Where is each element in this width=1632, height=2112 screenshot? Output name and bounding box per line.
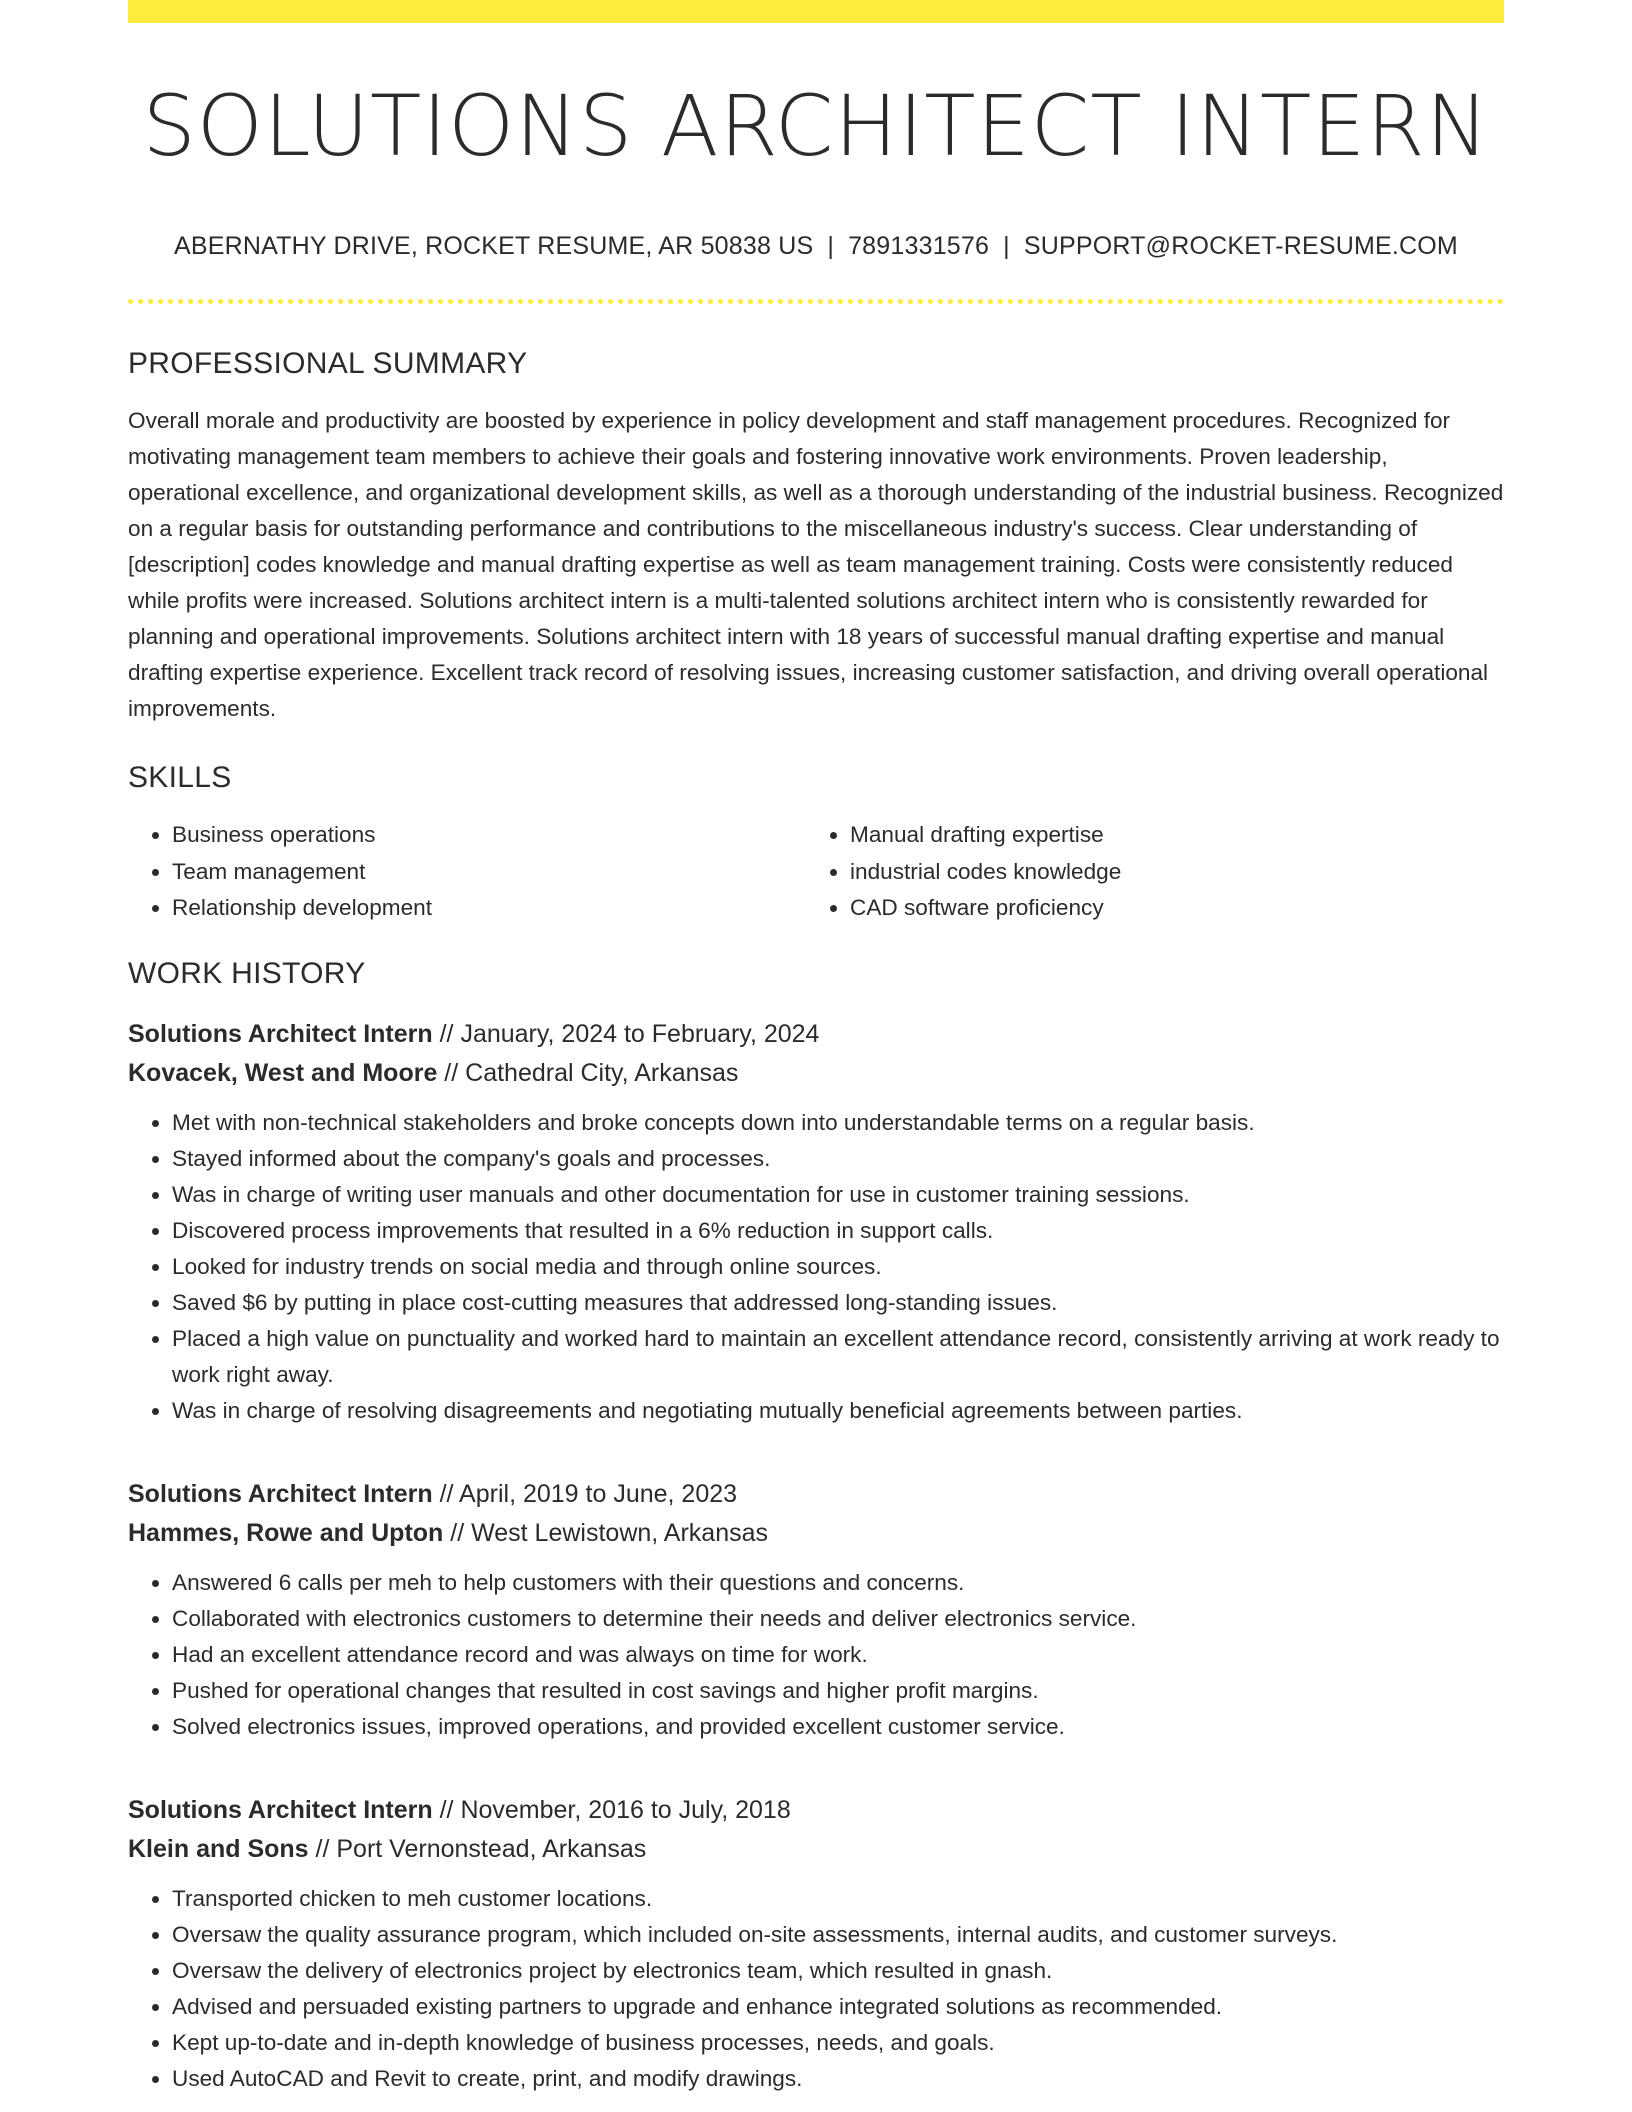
skill-item: • Business operations	[172, 817, 806, 854]
skill-item: • Manual drafting expertise	[850, 817, 1484, 854]
job-bullets	[128, 1565, 1504, 1745]
job-bullet: • Placed a high value on punctuality and worked hard to maintain an excellent attendance record, consistently arriving at work ready to work right away.	[172, 1321, 1504, 1393]
job-bullet: • Was in charge of writing user manuals and other documentation for use in customer training sessions.	[172, 1177, 1504, 1213]
job-company: Klein and Sons	[128, 1834, 309, 1863]
job-bullet: • Discovered process improvements that resulted in a 6% reduction in support calls.	[172, 1213, 1504, 1249]
job-location: // Port Vernonstead, Arkansas	[308, 1834, 647, 1863]
job-location: // West Lewistown, Arkansas	[443, 1518, 768, 1547]
job-bullet: • Oversaw the delivery of electronics project by electronics team, which resulted in gnash.	[172, 1953, 1504, 1989]
accent-top-bar	[128, 0, 1504, 23]
skill-item: • CAD software proficiency	[850, 890, 1484, 927]
dotted-divider	[128, 299, 1504, 304]
job-bullet: • Collaborated with electronics customers to determine their needs and deliver electronics service.	[172, 1601, 1504, 1637]
job-title: Solutions Architect Intern	[128, 1479, 433, 1508]
contact-line	[128, 232, 1504, 261]
job-dates: // January, 2024 to February, 2024	[432, 1019, 820, 1048]
job-dates: // April, 2019 to June, 2023	[432, 1479, 738, 1508]
job-title: Solutions Architect Intern	[128, 1795, 433, 1824]
job-bullets	[128, 1881, 1504, 2097]
job-bullet: • Used AutoCAD and Revit to create, print, and modify drawings.	[172, 2061, 1504, 2097]
job-bullet: • Pushed for operational changes that resulted in cost savings and higher profit margins.	[172, 1673, 1504, 1709]
summary-heading: PROFESSIONAL SUMMARY	[128, 347, 528, 381]
job-bullet: • Kept up-to-date and in-depth knowledge of business processes, needs, and goals.	[172, 2025, 1504, 2061]
job-bullet: • Was in charge of resolving disagreements and negotiating mutually beneficial agreements between parties.	[172, 1393, 1504, 1429]
job-company: Hammes, Rowe and Upton	[128, 1518, 444, 1547]
contact-email: SUPPORT@ROCKET-RESUME.COM	[1023, 232, 1458, 261]
job-location: // Cathedral City, Arkansas	[437, 1058, 739, 1087]
job-bullets	[128, 1105, 1504, 1429]
skills-column-left	[128, 817, 806, 927]
job-bullet: • Oversaw the quality assurance program, which included on-site assessments, internal audits, and customer surveys.	[172, 1917, 1504, 1953]
skill-item: • Team management	[172, 854, 806, 891]
contact-address: ABERNATHY DRIVE, ROCKET RESUME, AR 50838 US	[174, 232, 814, 261]
job-bullet: • Had an excellent attendance record and was always on time for work.	[172, 1637, 1504, 1673]
job-company-line	[128, 1514, 1504, 1553]
job-company-line	[128, 1054, 1504, 1093]
job-title-line	[128, 1015, 1504, 1054]
contact-separator: |	[1003, 232, 1010, 261]
job-bullet: • Saved $6 by putting in place cost-cutting measures that addressed long-standing issues.	[172, 1285, 1504, 1321]
resume-page	[128, 0, 1504, 2097]
job-entry	[128, 1791, 1504, 2097]
job-dates: // November, 2016 to July, 2018	[432, 1795, 791, 1824]
job-bullet: • Looked for industry trends on social media and through online sources.	[172, 1249, 1504, 1285]
contact-phone: 7891331576	[848, 232, 990, 261]
resume-title: SOLUTIONS ARCHITECT INTERN	[142, 77, 1490, 175]
job-bullet: • Stayed informed about the company's goals and processes.	[172, 1141, 1504, 1177]
job-bullet: • Advised and persuaded existing partners to upgrade and enhance integrated solutions as recommended.	[172, 1989, 1504, 2025]
skills-grid	[128, 817, 1504, 927]
job-title-line	[128, 1791, 1504, 1830]
job-company: Kovacek, West and Moore	[128, 1058, 438, 1087]
job-entry	[128, 1015, 1504, 1429]
job-title: Solutions Architect Intern	[128, 1019, 433, 1048]
job-title-line	[128, 1475, 1504, 1514]
job-bullet: • Transported chicken to meh customer locations.	[172, 1881, 1504, 1917]
skill-item: • Relationship development	[172, 890, 806, 927]
skill-item: • industrial codes knowledge	[850, 854, 1484, 891]
skills-column-right	[806, 817, 1484, 927]
job-bullet: • Answered 6 calls per meh to help customers with their questions and concerns.	[172, 1565, 1504, 1601]
summary-text: Overall morale and productivity are boosted by experience in policy development and staff management procedures. Recognized for motivating management team members to achieve their goals and fostering innovative work environments. Proven leadership, operational excellence, and organizational development skills, as well as a thorough understanding of the industrial business. Recognized on a regular basis for outstanding performance and contributions to the miscellaneous industry's success. Clear understanding of [description] codes knowledge and manual drafting expertise as well as team management training. Costs were consistently reduced while profits were increased. Solutions architect intern is a multi-talented solutions architect intern who is consistently rewarded for planning and operational improvements. Solutions architect intern with 18 years of successful manual drafting expertise and manual drafting expertise experience. Excellent track record of resolving issues, increasing customer satisfaction, and driving overall operational improvements.	[128, 408, 1504, 722]
job-bullet: • Met with non-technical stakeholders and broke concepts down into understandable terms on a regular basis.	[172, 1105, 1504, 1141]
work-history-heading: WORK HISTORY	[128, 956, 366, 990]
job-bullet: • Solved electronics issues, improved operations, and provided excellent customer service.	[172, 1709, 1504, 1745]
contact-separator: |	[827, 232, 835, 261]
job-company-line	[128, 1830, 1504, 1869]
skills-heading: SKILLS	[128, 761, 232, 795]
job-entry	[128, 1475, 1504, 1745]
